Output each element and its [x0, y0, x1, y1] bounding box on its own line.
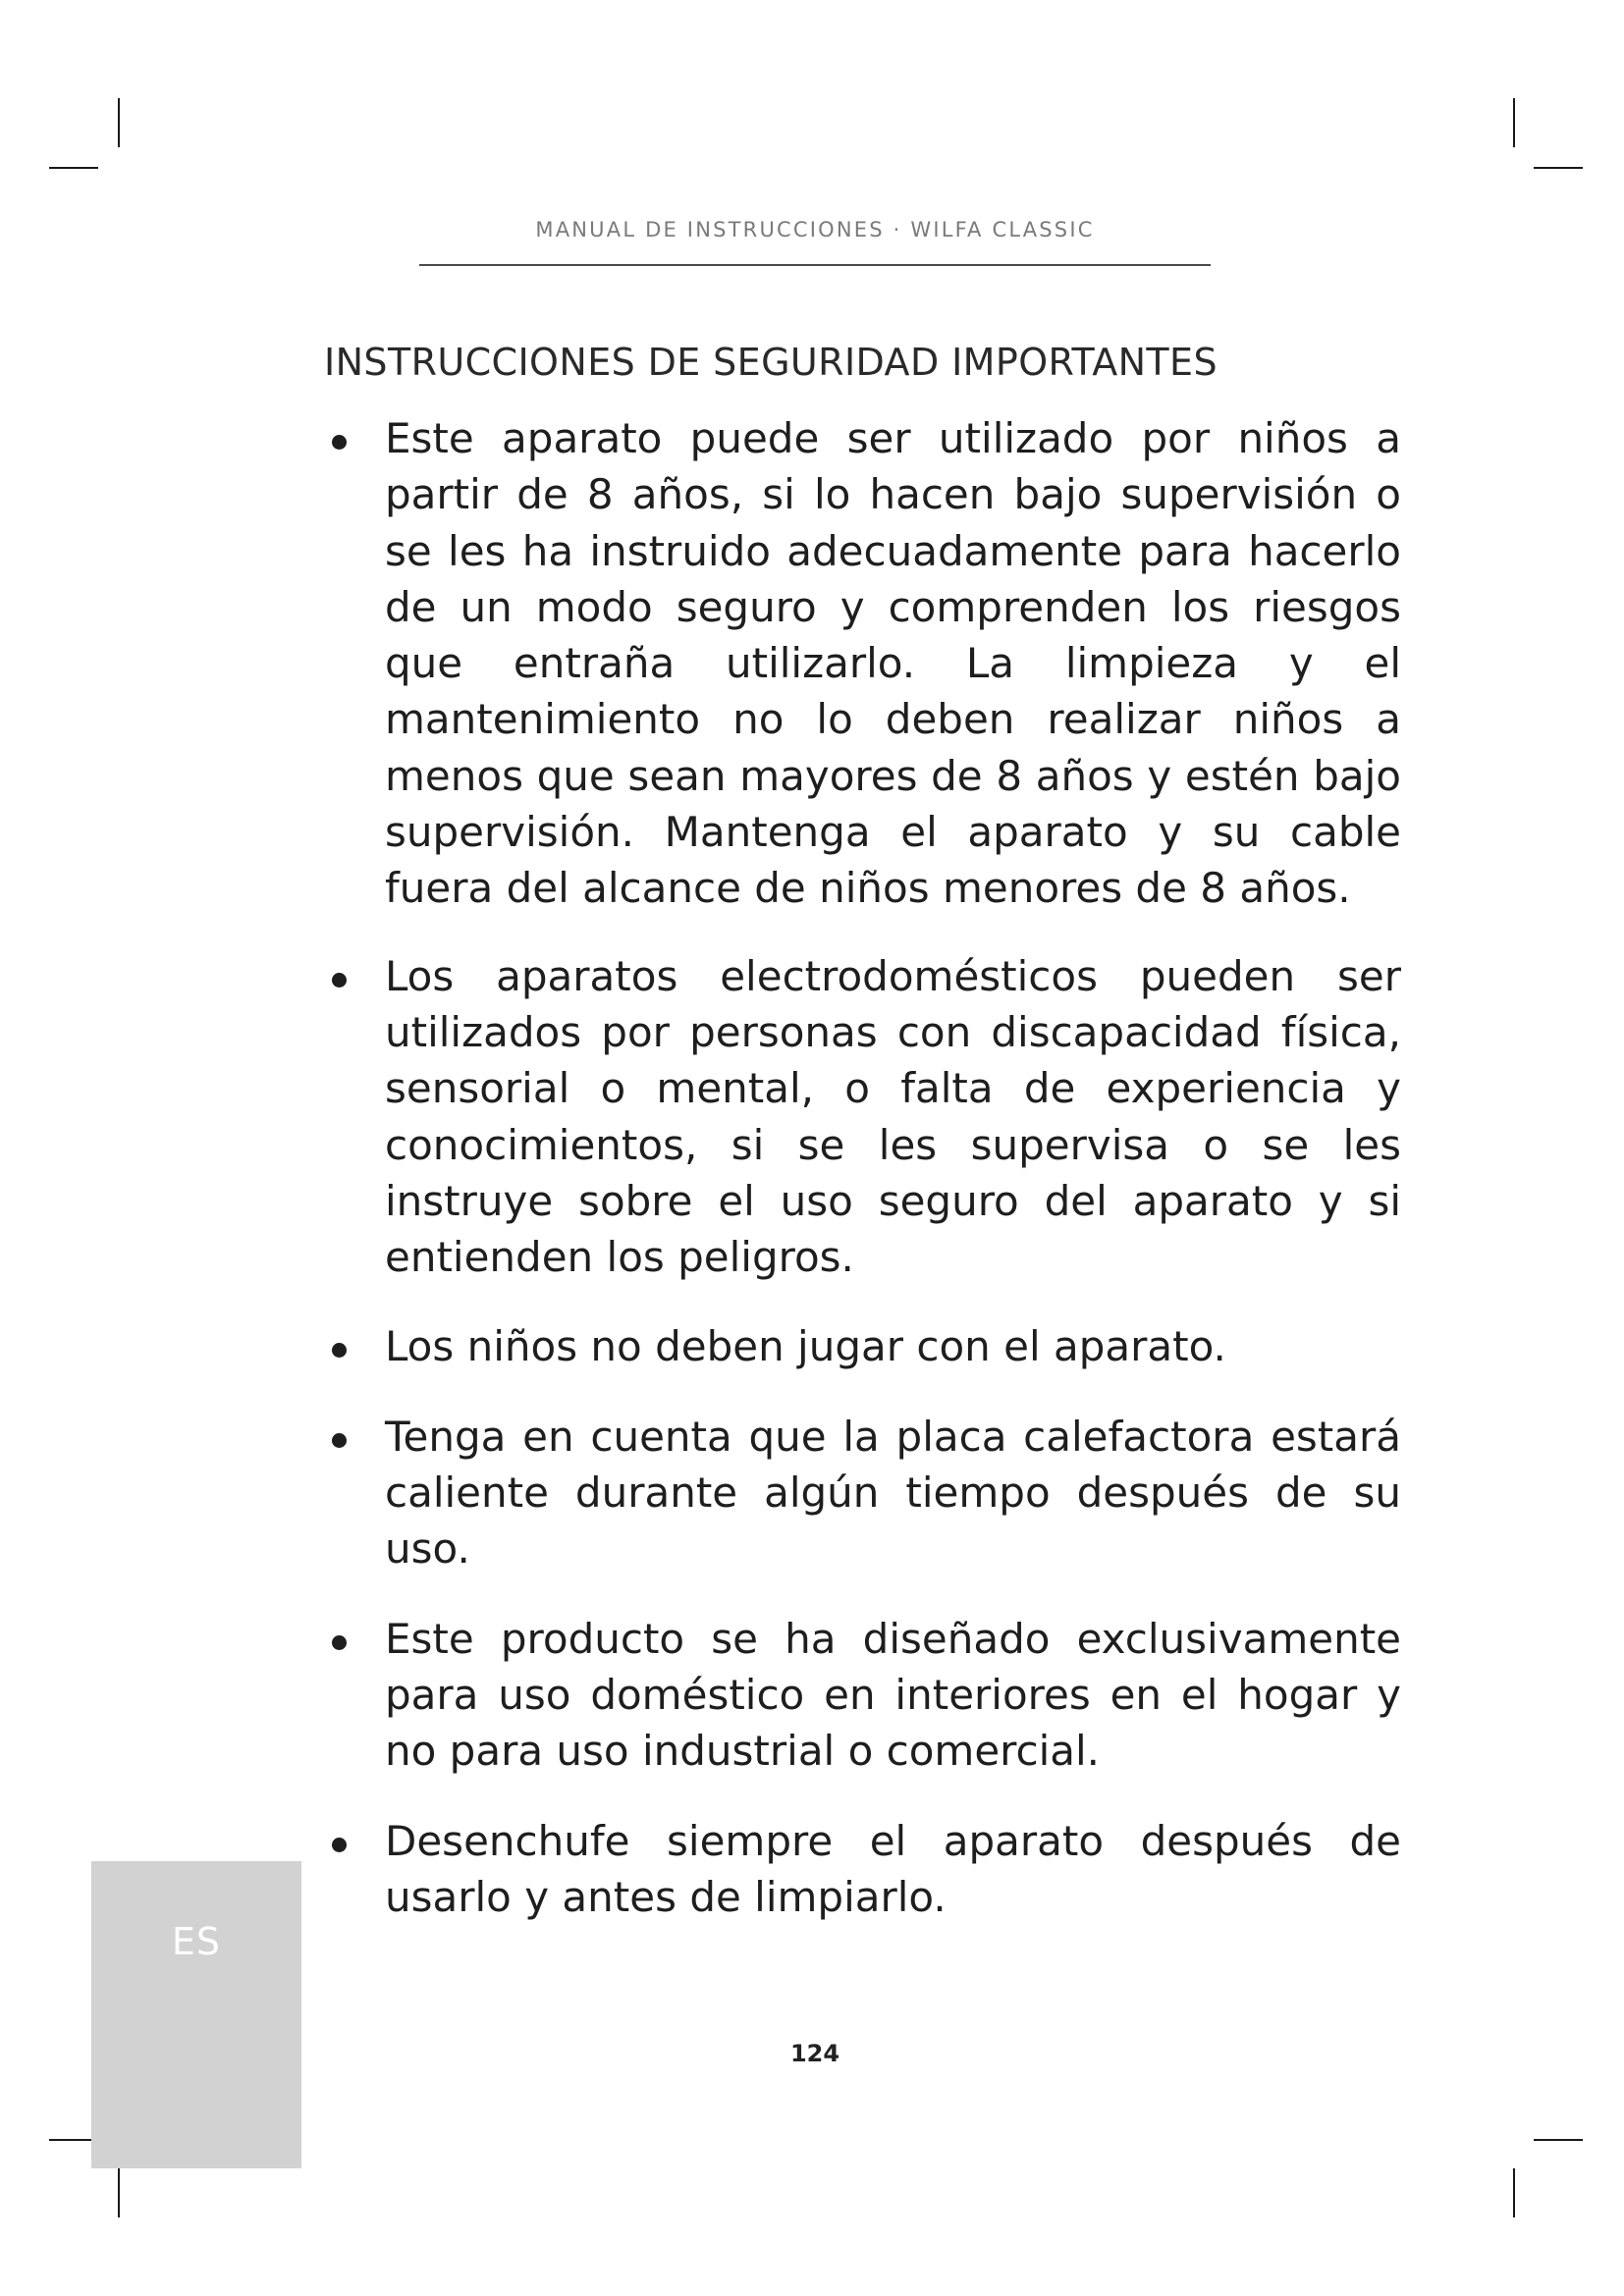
language-code: ES: [171, 1920, 222, 1963]
page-number: 124: [789, 2040, 840, 2067]
list-item-text: Desenchufe siempre el aparato después de usarlo y antes de limpiarlo.: [385, 1816, 1401, 1921]
list-item: [324, 1813, 1401, 1926]
safety-instructions-list: [324, 410, 1401, 1958]
crop-mark-bottom-right-vertical: [1513, 2168, 1515, 2217]
list-item-text: Este producto se ha diseñado exclusivamente para uso doméstico en interiores en el hogar y no para uso industrial o comercial.: [385, 1614, 1401, 1776]
list-item-text: Los niños no deben jugar con el aparato.: [385, 1322, 1226, 1371]
crop-mark-top-left-vertical: [118, 98, 120, 147]
bullet-icon: [332, 973, 347, 988]
list-item-text: Tenga en cuenta que la placa calefactora estará caliente durante algún tiempo después de su uso.: [385, 1412, 1401, 1574]
list-item: [324, 948, 1401, 1286]
bullet-icon: [332, 1838, 347, 1852]
crop-mark-bottom-right-horizontal: [1534, 2139, 1583, 2141]
list-item-text: Este aparato puede ser utilizado por niños a partir de 8 años, si lo hacen bajo supervisión o se les ha instruido adecuadamente para hacerlo de un modo seguro y comprenden los riesgos que entraña utilizarlo. La limpieza y el mantenimiento no lo deben realizar niños a menos que sean mayores de 8 años y estén bajo supervisión. Mantenga el aparato y su cable fuera del alcance de niños menores de 8 años.: [385, 414, 1401, 913]
language-tab: [91, 1861, 301, 2168]
list-item: [324, 1318, 1401, 1374]
header-divider: [419, 264, 1211, 266]
crop-mark-top-right-horizontal: [1534, 167, 1583, 169]
bullet-icon: [332, 1635, 347, 1650]
running-header: MANUAL DE INSTRUCCIONES · WILFA CLASSIC: [535, 218, 1095, 241]
list-item: [324, 410, 1401, 917]
crop-mark-top-right-vertical: [1513, 98, 1515, 147]
bullet-icon: [332, 435, 347, 450]
section-title: INSTRUCCIONES DE SEGURIDAD IMPORTANTES: [324, 341, 1218, 384]
list-item: [324, 1611, 1401, 1780]
bullet-icon: [332, 1433, 347, 1448]
crop-mark-bottom-left-vertical: [118, 2168, 120, 2217]
list-item: [324, 1409, 1401, 1577]
crop-mark-top-left-horizontal: [49, 167, 98, 169]
list-item-text: Los aparatos electrodomésticos pueden ser utilizados por personas con discapacidad física, sensorial o mental, o falta de experiencia y conocimientos, si se les supervisa o se les instruye sobre el uso seguro del aparato y si entienden los peligros.: [385, 951, 1401, 1282]
bullet-icon: [332, 1343, 347, 1358]
